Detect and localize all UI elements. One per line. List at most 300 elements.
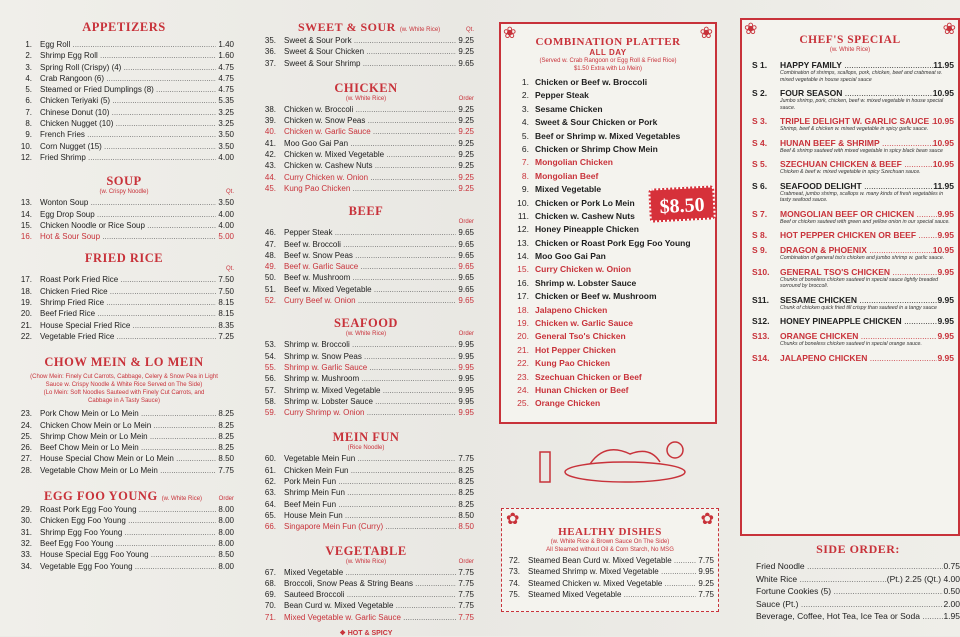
combination-note-extra: $1.50 Extra with Lo Mein) xyxy=(573,66,643,72)
item-name: Vegetable Mein Fun ..... xyxy=(284,453,456,464)
chef-special-heading xyxy=(752,209,954,219)
item-number: S14. xyxy=(752,352,770,363)
item-name: Pork Chow Mein or Lo Mein ..... xyxy=(40,408,216,419)
item-price: 10.95 xyxy=(932,137,954,148)
item-price: 7.50 xyxy=(218,275,234,285)
item-number: 14. xyxy=(20,209,32,219)
item-name: Beef Mein Fun ..... xyxy=(284,499,456,510)
item-number: 49. xyxy=(264,262,276,272)
item-number: 57. xyxy=(264,385,276,395)
item-number: 24. xyxy=(517,384,529,395)
item-price: 10.95 xyxy=(932,116,954,126)
side-order-section xyxy=(756,542,960,623)
beef-unit: Order xyxy=(458,219,474,226)
item-number: 13. xyxy=(517,237,529,248)
item-name: HAPPY FAMILY ..... xyxy=(780,60,933,70)
item-price: 10.95 xyxy=(932,88,954,98)
menu-item xyxy=(258,58,474,69)
item-name: ORANGE CHICKEN ..... xyxy=(780,331,937,341)
menu-item xyxy=(14,504,234,515)
chef-special-heading xyxy=(752,159,954,169)
item-name: Curry Shrimp w. Onion ..... xyxy=(284,407,456,418)
item-number: 25. xyxy=(517,398,529,409)
combination-list xyxy=(501,76,715,411)
menu-item xyxy=(501,89,715,102)
item-name: Sweet & Sour Shrimp ..... xyxy=(284,58,456,69)
fried-rice-list xyxy=(14,274,234,342)
menu-item xyxy=(501,116,715,129)
item-number: 10. xyxy=(20,141,32,151)
item-number: 40. xyxy=(264,127,276,137)
item-name: Beef Egg Foo Young ..... xyxy=(40,538,216,549)
menu-item xyxy=(14,73,234,84)
item-number: 60. xyxy=(264,454,276,464)
item-number: 29. xyxy=(20,505,32,515)
chef-special-description: Chunks of boneless chicken sauteed in special orange sauce. xyxy=(780,341,922,347)
chef-special-item xyxy=(752,293,958,315)
chef-special-heading xyxy=(752,316,954,326)
item-name: Shrimp Egg Roll ..... xyxy=(40,50,216,61)
chef-special-heading xyxy=(752,138,954,148)
soup-sub: (w. Crispy Noodle) xyxy=(99,189,149,196)
menu-column-2 xyxy=(258,0,474,637)
menu-item xyxy=(14,39,234,50)
item-number: 4. xyxy=(25,73,32,83)
item-name: Pepper Steak xyxy=(535,90,589,101)
item-price: 7.75 xyxy=(458,590,474,600)
item-price: 7.25 xyxy=(218,331,234,341)
menu-item xyxy=(258,239,474,250)
item-name: Curry Chicken w. Onion ..... xyxy=(284,172,456,183)
item-price: 8.50 xyxy=(218,454,234,464)
menu-item xyxy=(14,297,234,308)
sweet-sour-header xyxy=(258,20,474,35)
menu-item xyxy=(501,250,715,263)
item-price: 8.50 xyxy=(458,510,474,520)
item-number: S12. xyxy=(752,316,770,326)
item-price: 9.25 xyxy=(458,104,474,114)
mein-fun-list xyxy=(258,453,474,532)
item-name: Chicken Fried Rice ..... xyxy=(40,286,216,297)
chef-special-heading xyxy=(752,181,954,191)
item-name: JALAPENO CHICKEN ..... xyxy=(780,353,937,363)
menu-item xyxy=(258,227,474,238)
item-price: 10.95 xyxy=(932,159,954,169)
soup-title: SOUP xyxy=(106,174,142,189)
item-number: 11. xyxy=(517,210,529,221)
menu-item xyxy=(501,357,715,370)
corner-ornament-icon: ❀ xyxy=(699,25,713,42)
menu-item xyxy=(258,476,474,487)
menu-item xyxy=(501,223,715,236)
item-name: White Rice ..... xyxy=(756,573,887,586)
item-number: 18. xyxy=(517,304,529,315)
sweet-sour-unit: Qt. xyxy=(465,27,474,33)
menu-item xyxy=(14,95,234,106)
item-number: 16. xyxy=(517,277,529,288)
item-name: Beef Chow Mein or Lo Mein ..... xyxy=(40,442,216,453)
menu-item xyxy=(14,62,234,73)
chef-special-item xyxy=(752,351,958,366)
item-number: 17. xyxy=(20,275,32,285)
item-price: 4.00 xyxy=(218,220,234,230)
item-number: S 8. xyxy=(752,230,768,240)
item-name: Chicken Teriyaki (5) ..... xyxy=(40,95,216,106)
seafood-unit: Order xyxy=(458,331,474,338)
menu-item xyxy=(258,46,474,57)
item-number: 48. xyxy=(264,250,276,260)
item-price: 9.25 xyxy=(458,183,474,193)
item-number: 38. xyxy=(264,104,276,114)
menu-item xyxy=(258,284,474,295)
item-name: Crab Rangoon (6) ..... xyxy=(40,73,216,84)
item-price: 9.25 xyxy=(458,116,474,126)
item-number: 65. xyxy=(264,510,276,520)
item-price: 8.00 xyxy=(218,527,234,537)
item-name: Steamed Chicken w. Mixed Vegetable ..... xyxy=(528,578,696,589)
menu-item xyxy=(258,373,474,384)
vegetable-list xyxy=(258,567,474,623)
menu-item xyxy=(258,149,474,160)
item-price: 4.75 xyxy=(218,62,234,72)
menu-item xyxy=(258,183,474,194)
menu-item xyxy=(258,138,474,149)
item-name: Chicken w. Cashew Nuts xyxy=(535,210,635,221)
menu-item xyxy=(258,250,474,261)
item-price: 7.75 xyxy=(698,589,714,599)
item-name: Fried Noodle ..... xyxy=(756,560,943,573)
item-number: S 3. xyxy=(752,116,768,126)
item-name: Chicken or Roast Pork Egg Foo Young xyxy=(535,237,691,248)
item-number: 56. xyxy=(264,374,276,384)
item-number: 7. xyxy=(521,157,529,168)
item-number: 16. xyxy=(20,232,32,242)
menu-item xyxy=(502,578,714,589)
item-number: 23. xyxy=(20,409,32,419)
item-number: 20. xyxy=(20,309,32,319)
item-name: Shrimp w. Snow Peas ..... xyxy=(284,351,456,362)
egg-foo-young-title: EGG FOO YOUNG xyxy=(44,489,158,504)
item-name: Mixed Vegetable xyxy=(535,184,602,195)
item-number: 2. xyxy=(25,51,32,61)
menu-item xyxy=(501,263,715,276)
item-price: 9.95 xyxy=(458,340,474,350)
egg-foo-young-sub: (w. White Rice) xyxy=(161,496,203,503)
item-price: 9.65 xyxy=(458,273,474,283)
item-price: 9.95 xyxy=(698,567,714,577)
menu-item xyxy=(501,237,715,250)
menu-item xyxy=(501,397,715,410)
item-name: Vegetable Fried Rice ..... xyxy=(40,331,216,342)
item-number: 47. xyxy=(264,239,276,249)
item-name: Jalapeno Chicken xyxy=(535,304,608,315)
chefs-special-box xyxy=(740,18,960,536)
healthy-list xyxy=(502,555,718,600)
item-name: Chicken Egg Foo Young ..... xyxy=(40,515,216,526)
item-name: Spring Roll (Crispy) (4) ..... xyxy=(40,62,216,73)
item-name: HONEY PINEAPPLE CHICKEN ..... xyxy=(780,316,937,326)
item-number: 18. xyxy=(20,286,32,296)
item-price: 0.75 xyxy=(943,561,960,571)
item-name: Moo Goo Gai Pan xyxy=(535,251,606,262)
item-name: Beef or Shrimp w. Mixed Vegetables xyxy=(535,130,681,141)
item-name: Curry Beef w. Onion ..... xyxy=(284,295,456,306)
item-number: 15. xyxy=(517,264,529,275)
item-name: Pork Mein Fun ..... xyxy=(284,476,456,487)
item-name: Sweet & Sour Chicken or Pork xyxy=(535,117,658,128)
item-price: 9.25 xyxy=(458,172,474,182)
fried-rice-header xyxy=(14,266,234,274)
chef-special-heading xyxy=(752,245,954,255)
mein-fun-title: MEIN FUN xyxy=(332,430,400,445)
menu-item xyxy=(258,351,474,362)
menu-item xyxy=(501,317,715,330)
seafood-header xyxy=(258,331,474,339)
item-number: 4. xyxy=(521,117,529,128)
item-price: 9.95 xyxy=(937,316,954,326)
combination-subtitle: ALL DAY xyxy=(589,48,627,57)
vegetable-sub: (w. White Rice) xyxy=(345,558,387,565)
menu-item xyxy=(258,521,474,532)
item-price: 0.50 xyxy=(943,586,960,596)
vegetable-title: VEGETABLE xyxy=(325,543,407,558)
item-name: Shrimp w. Mixed Vegetable ..... xyxy=(284,385,456,396)
item-price: 8.15 xyxy=(218,309,234,319)
item-price: 8.25 xyxy=(458,488,474,498)
item-price: 9.95 xyxy=(458,385,474,395)
chef-special-item xyxy=(752,329,958,351)
item-price: 5.35 xyxy=(218,96,234,106)
beef-header xyxy=(258,219,474,227)
chef-special-heading xyxy=(752,88,954,98)
combination-price-badge: $8.50 xyxy=(648,185,716,222)
item-name: Shrimp Chow Mein or Lo Mein ..... xyxy=(40,431,216,442)
item-price: 9.65 xyxy=(458,250,474,260)
menu-item xyxy=(501,277,715,290)
menu-item xyxy=(14,538,234,549)
item-name: Sesame Chicken xyxy=(535,103,603,114)
chef-special-description: Jumbo shrimp, pork, chicken, beef w. mixed vegetable in house special sauce. xyxy=(780,98,944,111)
item-name: HOT PEPPER CHICKEN OR BEEF ..... xyxy=(780,230,937,240)
item-price: 9.95 xyxy=(937,208,954,219)
menu-column-1 xyxy=(14,0,234,572)
item-name: Pepper Steak ..... xyxy=(284,227,456,238)
item-number: 8. xyxy=(25,119,32,129)
item-price: 4.00 xyxy=(218,152,234,162)
item-number: 19. xyxy=(517,318,529,329)
food-illustration xyxy=(530,432,700,488)
item-number: S 5. xyxy=(752,159,768,169)
item-number: 39. xyxy=(264,116,276,126)
item-name: Chicken w. Garlic Sauce ..... xyxy=(284,126,456,137)
item-name: Broccoli, Snow Peas & String Beans ..... xyxy=(284,578,456,589)
menu-item xyxy=(258,396,474,407)
item-number: 31. xyxy=(20,527,32,537)
item-name: Beverage, Coffee, Hot Tea, Ice Tea or Soda ..... xyxy=(756,610,943,623)
item-number: 21. xyxy=(517,344,529,355)
item-number: 14. xyxy=(517,251,529,262)
item-name: Chicken Noodle or Rice Soup ..... xyxy=(40,220,216,231)
menu-item xyxy=(14,453,234,464)
appetizers-list xyxy=(14,39,234,163)
item-price: 7.75 xyxy=(458,601,474,611)
menu-item xyxy=(258,385,474,396)
item-price: 7.75 xyxy=(458,612,474,622)
item-price: 9.25 xyxy=(458,150,474,160)
chef-special-description: Crabmeat, jumbo shrimp, scallops w. many kinds of fresh vegetables in tasty seafood sauce. xyxy=(780,190,944,203)
item-number: S 6. xyxy=(752,180,768,191)
chili-icon: ❖ xyxy=(339,629,348,637)
healthy-note-2: All Steamed without Oil & Corn Starch, No MSG xyxy=(546,547,674,553)
item-price: 11.95 xyxy=(933,60,954,70)
item-price: 2.00 xyxy=(943,598,960,609)
menu-item xyxy=(258,612,474,623)
item-number: 36. xyxy=(264,47,276,57)
menu-item xyxy=(14,141,234,152)
item-number: 45. xyxy=(264,183,276,193)
item-number: 58. xyxy=(264,396,276,406)
item-name: House Special Chow Mein or Lo Mein ..... xyxy=(40,453,216,464)
item-price: 8.25 xyxy=(458,465,474,475)
item-price: 9.95 xyxy=(937,294,954,305)
chef-special-item xyxy=(752,114,958,136)
seafood-sub: (w. White Rice) xyxy=(345,331,387,338)
item-number: 12. xyxy=(20,152,32,162)
egg-foo-young-list xyxy=(14,504,234,572)
chef-special-item xyxy=(752,157,958,179)
item-number: 19. xyxy=(20,298,32,308)
menu-item xyxy=(14,420,234,431)
chef-special-description: Chunks of boneless chicken sauteed in special sauce lightly breaded sorround by broccoli. xyxy=(780,276,939,289)
menu-item xyxy=(14,527,234,538)
chef-special-heading xyxy=(752,60,954,70)
item-number: 33. xyxy=(20,550,32,560)
menu-item xyxy=(258,362,474,373)
item-number: 26. xyxy=(20,443,32,453)
item-price: 7.75 xyxy=(458,454,474,464)
item-name: Roast Pork Fried Rice ..... xyxy=(40,274,216,285)
side-order-title: SIDE ORDER: xyxy=(816,542,900,556)
item-price: 9.95 xyxy=(458,396,474,406)
item-name: MONGOLIAN BEEF OR CHICKEN ..... xyxy=(780,209,937,219)
menu-item xyxy=(14,561,234,572)
item-price: 8.00 xyxy=(218,516,234,526)
soup-header xyxy=(14,189,234,197)
chef-special-item xyxy=(752,136,958,158)
item-name: Beef w. Snow Peas ..... xyxy=(284,250,456,261)
item-name: Bean Curd w. Mixed Vegetable ..... xyxy=(284,600,456,611)
combination-platter-box xyxy=(499,22,717,424)
item-number: 6. xyxy=(25,96,32,106)
item-name: HUNAN BEEF & SHRIMP ..... xyxy=(780,138,933,148)
item-price: 9.95 xyxy=(937,266,954,277)
item-price: 8.50 xyxy=(458,522,474,532)
item-name: House Special Fried Rice ..... xyxy=(40,320,216,331)
item-price: (Pt.) 2.25 (Qt.) 4.00 xyxy=(886,573,960,584)
item-price: 9.95 xyxy=(937,352,954,363)
menu-item xyxy=(258,35,474,46)
item-price: 3.50 xyxy=(218,130,234,140)
chef-special-item xyxy=(752,207,958,229)
item-number: 42. xyxy=(264,150,276,160)
menu-item xyxy=(501,156,715,169)
lo-mein-note: (Lo Mein: Soft Noodles Sauteed with Finely Cut Carrots, and Cabbage in A Tasty Sauce) xyxy=(43,390,205,405)
menu-item xyxy=(14,431,234,442)
menu-item xyxy=(258,499,474,510)
item-name: General Tso's Chicken xyxy=(535,331,626,342)
item-name: FOUR SEASON ..... xyxy=(780,88,933,98)
menu-item xyxy=(258,600,474,611)
item-name: Mixed Vegetable ..... xyxy=(284,567,456,578)
item-price: 8.15 xyxy=(218,298,234,308)
item-price: 9.65 xyxy=(458,228,474,238)
item-number: 41. xyxy=(264,138,276,148)
combination-title: COMBINATION PLATTER xyxy=(535,36,681,48)
menu-item xyxy=(14,107,234,118)
egg-foo-young-header xyxy=(14,489,234,504)
item-number: S 9. xyxy=(752,245,768,255)
shrimp-icon: ✿ xyxy=(506,511,520,528)
chef-special-heading xyxy=(752,267,954,277)
item-name: French Fries ..... xyxy=(40,129,216,140)
seafood-title: SEAFOOD xyxy=(334,316,398,331)
item-price: 7.75 xyxy=(218,465,234,475)
item-price: 9.65 xyxy=(458,296,474,306)
item-price: 9.65 xyxy=(458,262,474,272)
item-price: 8.25 xyxy=(218,420,234,430)
item-number: 1. xyxy=(25,40,32,49)
item-price: 9.65 xyxy=(458,58,474,68)
item-price: 9.95 xyxy=(458,408,474,418)
item-name: Chicken w. Cashew Nuts ..... xyxy=(284,160,456,171)
item-price: 1.95 xyxy=(943,611,960,621)
bottle-shape xyxy=(540,452,550,482)
side-order-list xyxy=(756,560,960,623)
item-name: Corn Nugget (15) ..... xyxy=(40,141,216,152)
item-price: 7.50 xyxy=(218,286,234,296)
sweet-sour-list xyxy=(258,35,474,69)
item-price: 9.95 xyxy=(458,351,474,361)
item-price: 4.00 xyxy=(218,209,234,219)
item-name: Chicken Nugget (10) ..... xyxy=(40,118,216,129)
item-name: Chicken or Beef w. Broccoli xyxy=(535,77,648,87)
item-number: 15. xyxy=(20,220,32,230)
item-name: Roast Pork Egg Foo Young ..... xyxy=(40,504,216,515)
item-number: 2. xyxy=(521,90,529,101)
healthy-title: HEALTHY DISHES xyxy=(558,526,662,538)
item-number: 32. xyxy=(20,538,32,548)
chef-special-heading xyxy=(752,230,954,240)
item-price: 9.25 xyxy=(458,36,474,45)
menu-item xyxy=(258,339,474,350)
menu-item xyxy=(502,566,714,577)
chicken-sub: (w. White Rice) xyxy=(345,95,387,102)
chow-mein-note: (Chow Mein: Finely Cut Carrots, Cabbage, Celery & Snow Pea in Light Sauce w. Crispy Noodle & White Rice Served on The Side) xyxy=(30,374,218,389)
item-number: 21. xyxy=(20,320,32,330)
menu-item xyxy=(14,220,234,231)
item-number: 71. xyxy=(264,612,276,622)
sweet-sour-title: SWEET & SOUR xyxy=(298,20,396,34)
item-number: 70. xyxy=(264,601,276,611)
item-price: 9.65 xyxy=(458,239,474,249)
item-name: Chicken or Shrimp Chow Mein xyxy=(535,143,658,154)
item-number: 5. xyxy=(25,85,32,95)
item-name: Mongolian Chicken xyxy=(535,157,613,168)
item-name: Hunan Chicken or Beef xyxy=(535,384,629,395)
item-number: 73. xyxy=(508,567,520,577)
item-price: 8.50 xyxy=(218,550,234,560)
appetizers-title: APPETIZERS xyxy=(82,20,166,34)
